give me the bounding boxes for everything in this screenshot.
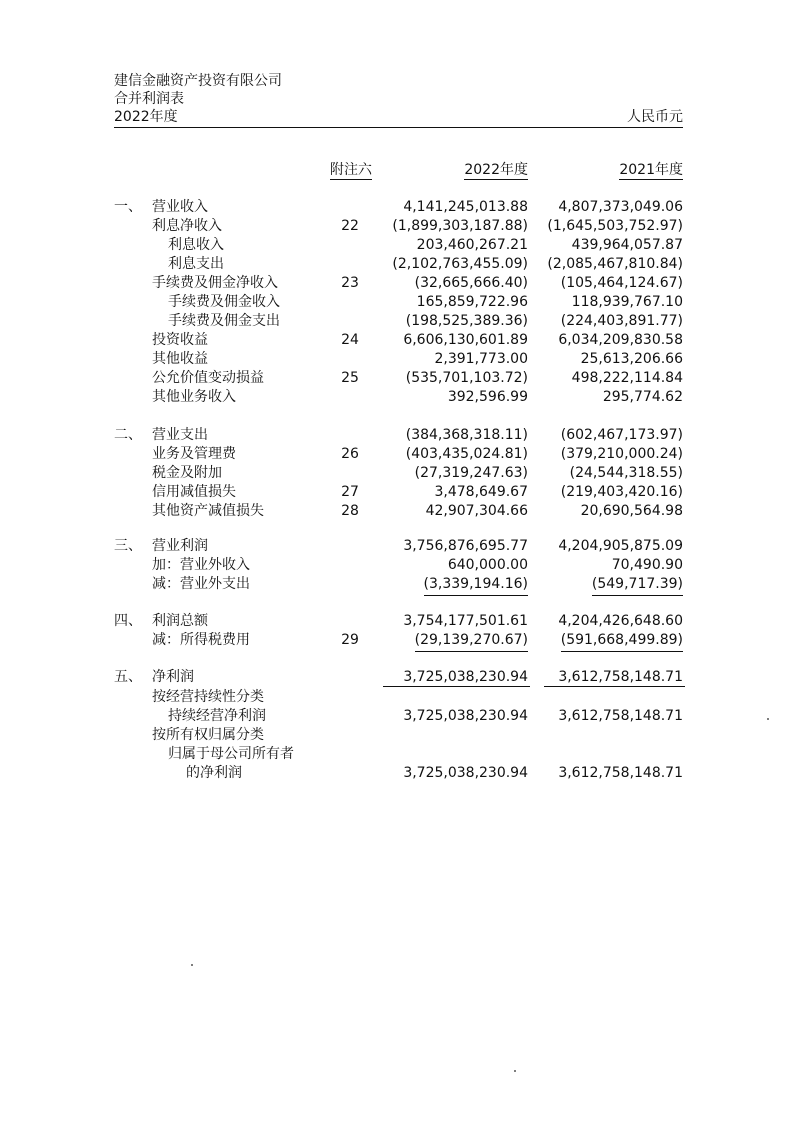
value-2022: (2,102,763,455.09) (392, 256, 528, 272)
table-row (0, 445, 793, 464)
value-2021: 498,222,114.84 (571, 370, 683, 386)
table-row (0, 556, 793, 575)
row-note: 25 (341, 370, 359, 386)
row-label: 归属于母公司所有者 (168, 746, 294, 762)
total-rule-2021 (544, 686, 685, 687)
column-header-2022: 2022年度 (464, 162, 528, 178)
row-label: 其他收益 (152, 351, 208, 367)
table-row (0, 255, 793, 274)
value-2022: 6,606,130,601.89 (403, 332, 528, 348)
value-2021: 295,774.62 (602, 389, 683, 405)
table-row (0, 745, 793, 764)
row-label: 信用减值损失 (152, 484, 236, 500)
scan-speck (191, 964, 193, 966)
scan-speck (514, 1070, 516, 1072)
value-2022: 3,725,038,230.94 (403, 765, 528, 781)
table-row (0, 293, 793, 312)
row-label: 净利润 (152, 669, 194, 685)
value-2021: (219,403,420.16) (560, 484, 683, 500)
value-2021: (379,210,000.24) (560, 446, 683, 462)
header-rule (114, 127, 683, 128)
row-note: 27 (341, 484, 359, 500)
value-2021: 3,612,758,148.71 (558, 669, 683, 685)
value-2021: (224,403,891.77) (560, 313, 683, 329)
row-label: 营业利润 (152, 538, 208, 554)
value-2022: (198,525,389.36) (405, 313, 528, 329)
value-2022: 3,725,038,230.94 (403, 669, 528, 685)
value-2021: 4,807,373,049.06 (558, 199, 683, 215)
value-2021: (602,467,173.97) (560, 427, 683, 443)
value-2021: 4,204,426,648.60 (558, 613, 683, 629)
row-note: 22 (341, 218, 359, 234)
table-row (0, 707, 793, 726)
table-row (0, 388, 793, 407)
value-2022: (27,319,247.63) (414, 465, 528, 481)
value-2021: (1,645,503,752.97) (547, 218, 683, 234)
row-label: 营业支出 (152, 427, 208, 443)
value-2022: (32,665,666.40) (414, 275, 528, 291)
row-note: 24 (341, 332, 359, 348)
table-row (0, 426, 793, 445)
statement-period: 2022年度 (114, 109, 178, 125)
value-2022: 165,859,722.96 (416, 294, 528, 310)
value-2021: 3,612,758,148.71 (558, 765, 683, 781)
row-label: 手续费及佣金支出 (168, 313, 280, 329)
section-number: 四、 (114, 613, 142, 629)
total-rule-2022 (383, 686, 530, 687)
value-2021: (591,668,499.89) (561, 631, 683, 652)
table-row (0, 726, 793, 745)
value-2022: 3,725,038,230.94 (403, 708, 528, 724)
value-2021: (105,464,124.67) (560, 275, 683, 291)
value-2021: 439,964,057.87 (571, 237, 683, 253)
table-row (0, 668, 793, 687)
value-2022: 3,754,177,501.61 (403, 613, 528, 629)
row-label: 利润总额 (152, 613, 208, 629)
value-2021: 118,939,767.10 (571, 294, 683, 310)
table-row (0, 575, 793, 594)
row-label: 利息收入 (168, 237, 224, 253)
table-row (0, 312, 793, 331)
value-2021: 3,612,758,148.71 (558, 708, 683, 724)
table-row (0, 274, 793, 293)
table-row (0, 198, 793, 217)
row-label: 加：营业外收入 (152, 557, 250, 573)
company-name: 建信金融资产投资有限公司 (114, 73, 282, 89)
table-row (0, 537, 793, 556)
row-label: 手续费及佣金收入 (168, 294, 280, 310)
row-label: 营业收入 (152, 199, 208, 215)
row-label: 的净利润 (186, 765, 242, 781)
row-label: 减：营业外支出 (152, 576, 250, 592)
table-row (0, 764, 793, 783)
row-note: 29 (341, 632, 359, 648)
row-note: 28 (341, 503, 359, 519)
row-label: 减：所得税费用 (152, 632, 250, 648)
section-number: 五、 (114, 669, 142, 685)
table-row (0, 331, 793, 350)
column-header-2021: 2021年度 (619, 162, 683, 178)
table-row (0, 483, 793, 502)
value-2022: (535,701,103.72) (405, 370, 528, 386)
value-2021: 70,490.90 (611, 557, 683, 573)
row-note: 26 (341, 446, 359, 462)
row-label: 其他资产减值损失 (152, 503, 264, 519)
column-header-note: 附注六 (330, 162, 372, 178)
value-2022: (384,368,318.11) (405, 427, 528, 443)
value-2022: 640,000.00 (447, 557, 528, 573)
value-2021: 25,613,206.66 (580, 351, 683, 367)
row-note: 23 (341, 275, 359, 291)
statement-title: 合并利润表 (114, 91, 184, 107)
section-number: 三、 (114, 538, 142, 554)
table-row (0, 502, 793, 521)
value-2021: 20,690,564.98 (580, 503, 683, 519)
value-2021: (549,717.39) (592, 575, 683, 596)
table-row (0, 612, 793, 631)
table-row (0, 688, 793, 707)
table-row (0, 464, 793, 483)
value-2022: (403,435,024.81) (405, 446, 528, 462)
value-2021: 6,034,209,830.58 (558, 332, 683, 348)
value-2022: 2,391,773.00 (434, 351, 528, 367)
value-2022: 4,141,245,013.88 (403, 199, 528, 215)
row-label: 持续经营净利润 (168, 708, 266, 724)
row-label: 手续费及佣金净收入 (152, 275, 278, 291)
row-label: 投资收益 (152, 332, 208, 348)
row-label: 按所有权归属分类 (152, 727, 264, 743)
row-label: 其他业务收入 (152, 389, 236, 405)
table-row (0, 217, 793, 236)
row-label: 业务及管理费 (152, 446, 236, 462)
table-row (0, 631, 793, 650)
value-2022: 392,596.99 (447, 389, 528, 405)
value-2022: (3,339,194.16) (424, 575, 528, 596)
value-2021: 4,204,905,875.09 (558, 538, 683, 554)
section-number: 二、 (114, 427, 142, 443)
value-2022: 42,907,304.66 (425, 503, 528, 519)
value-2021: (2,085,467,810.84) (547, 256, 683, 272)
value-2022: 3,478,649.67 (434, 484, 528, 500)
row-label: 利息净收入 (152, 218, 222, 234)
value-2021: (24,544,318.55) (569, 465, 683, 481)
row-label: 税金及附加 (152, 465, 222, 481)
value-2022: 3,756,876,695.77 (403, 538, 528, 554)
row-label: 利息支出 (168, 256, 224, 272)
row-label: 按经营持续性分类 (152, 689, 264, 705)
table-row (0, 350, 793, 369)
table-row (0, 369, 793, 388)
table-row (0, 236, 793, 255)
value-2022: (29,139,270.67) (415, 631, 528, 652)
section-number: 一、 (114, 199, 142, 215)
value-2022: (1,899,303,187.88) (392, 218, 528, 234)
currency-unit: 人民币元 (627, 109, 683, 125)
scan-speck (767, 718, 769, 720)
value-2022: 203,460,267.21 (416, 237, 528, 253)
row-label: 公允价值变动损益 (152, 370, 264, 386)
